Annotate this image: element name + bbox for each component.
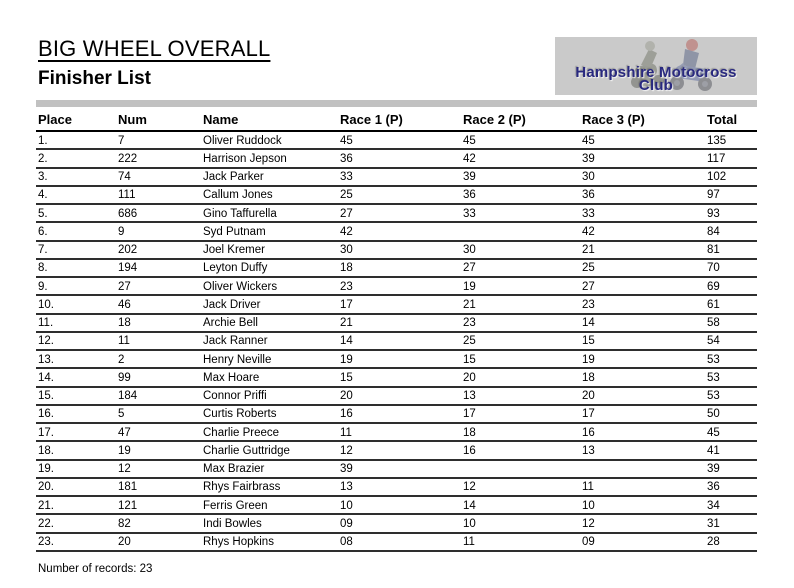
cell-total: 53: [705, 350, 757, 368]
cell-name: Rhys Fairbrass: [201, 478, 338, 496]
cell-num: 2: [116, 350, 201, 368]
cell-race3: 25: [580, 259, 705, 277]
cell-place: 23.: [36, 533, 116, 551]
cell-total: 84: [705, 222, 757, 240]
table-row: [36, 277, 757, 295]
cell-race2: 19: [461, 277, 580, 295]
table-row: [36, 423, 757, 441]
cell-num: 181: [116, 478, 201, 496]
column-header-race2: Race 2 (P): [461, 107, 580, 131]
cell-num: 184: [116, 387, 201, 405]
table-row: [36, 204, 757, 222]
cell-name: Charlie Guttridge: [201, 441, 338, 459]
cell-place: 4.: [36, 186, 116, 204]
table-row: [36, 460, 757, 478]
cell-race2: 21: [461, 295, 580, 313]
cell-num: 82: [116, 514, 201, 532]
cell-race3: 39: [580, 149, 705, 167]
cell-place: 13.: [36, 350, 116, 368]
cell-race1: 08: [338, 533, 461, 551]
cell-total: 54: [705, 332, 757, 350]
cell-total: 102: [705, 168, 757, 186]
cell-race2: 36: [461, 186, 580, 204]
cell-race1: 20: [338, 387, 461, 405]
cell-name: Henry Neville: [201, 350, 338, 368]
cell-race1: 33: [338, 168, 461, 186]
cell-num: 19: [116, 441, 201, 459]
cell-place: 7.: [36, 241, 116, 259]
cell-race2: 15: [461, 350, 580, 368]
cell-race2: 10: [461, 514, 580, 532]
cell-race1: 25: [338, 186, 461, 204]
cell-num: 9: [116, 222, 201, 240]
cell-place: 20.: [36, 478, 116, 496]
cell-race1: 27: [338, 204, 461, 222]
cell-name: Curtis Roberts: [201, 405, 338, 423]
cell-race2: 11: [461, 533, 580, 551]
cell-place: 16.: [36, 405, 116, 423]
table-row: [36, 241, 757, 259]
cell-total: 97: [705, 186, 757, 204]
table-body: [36, 131, 757, 551]
cell-race3: 23: [580, 295, 705, 313]
cell-total: 45: [705, 423, 757, 441]
cell-num: 5: [116, 405, 201, 423]
cell-num: 7: [116, 131, 201, 149]
cell-place: 9.: [36, 277, 116, 295]
cell-race2: 30: [461, 241, 580, 259]
cell-num: 47: [116, 423, 201, 441]
cell-race3: 33: [580, 204, 705, 222]
cell-race1: 18: [338, 259, 461, 277]
cell-race3: 16: [580, 423, 705, 441]
cell-total: 61: [705, 295, 757, 313]
cell-num: 222: [116, 149, 201, 167]
cell-race1: 39: [338, 460, 461, 478]
cell-race1: 36: [338, 149, 461, 167]
cell-place: 11.: [36, 314, 116, 332]
club-logo-line1: Hampshire Motocross: [575, 64, 737, 81]
cell-race3: 11: [580, 478, 705, 496]
cell-total: 69: [705, 277, 757, 295]
cell-name: Rhys Hopkins: [201, 533, 338, 551]
table-top-bar: [36, 100, 757, 107]
table-row: [36, 387, 757, 405]
cell-race2: 13: [461, 387, 580, 405]
cell-race3: 42: [580, 222, 705, 240]
cell-total: 117: [705, 149, 757, 167]
cell-total: 34: [705, 496, 757, 514]
cell-race1: 17: [338, 295, 461, 313]
cell-race3: 45: [580, 131, 705, 149]
cell-race2: 23: [461, 314, 580, 332]
cell-place: 10.: [36, 295, 116, 313]
cell-num: 202: [116, 241, 201, 259]
cell-num: 18: [116, 314, 201, 332]
cell-place: 6.: [36, 222, 116, 240]
cell-num: 12: [116, 460, 201, 478]
page-title: BIG WHEEL OVERALL: [38, 36, 271, 61]
cell-total: 28: [705, 533, 757, 551]
cell-num: 121: [116, 496, 201, 514]
column-header-num: Num: [116, 107, 201, 131]
cell-place: 3.: [36, 168, 116, 186]
cell-race2: 33: [461, 204, 580, 222]
cell-race2: 14: [461, 496, 580, 514]
cell-place: 18.: [36, 441, 116, 459]
cell-race3: 36: [580, 186, 705, 204]
cell-race2: [461, 222, 580, 240]
cell-name: Leyton Duffy: [201, 259, 338, 277]
cell-race3: 18: [580, 368, 705, 386]
cell-race2: 45: [461, 131, 580, 149]
cell-race3: 09: [580, 533, 705, 551]
cell-name: Oliver Ruddock: [201, 131, 338, 149]
cell-race2: 17: [461, 405, 580, 423]
cell-total: 53: [705, 368, 757, 386]
cell-total: 50: [705, 405, 757, 423]
club-logo-line2: Club: [638, 77, 674, 94]
cell-race2: 27: [461, 259, 580, 277]
cell-name: Charlie Preece: [201, 423, 338, 441]
cell-race2: 39: [461, 168, 580, 186]
cell-race2: [461, 460, 580, 478]
cell-num: 686: [116, 204, 201, 222]
table-row: [36, 368, 757, 386]
cell-num: 46: [116, 295, 201, 313]
cell-total: 70: [705, 259, 757, 277]
cell-total: 93: [705, 204, 757, 222]
table-row: [36, 314, 757, 332]
cell-place: 8.: [36, 259, 116, 277]
table-row: [36, 295, 757, 313]
table-header-row: [36, 107, 757, 131]
page-subtitle: Finisher List: [38, 68, 151, 89]
cell-total: 36: [705, 478, 757, 496]
cell-race1: 42: [338, 222, 461, 240]
cell-name: Harrison Jepson: [201, 149, 338, 167]
cell-race1: 14: [338, 332, 461, 350]
column-header-race3: Race 3 (P): [580, 107, 705, 131]
table-row: [36, 441, 757, 459]
table-row: [36, 186, 757, 204]
cell-total: 31: [705, 514, 757, 532]
cell-total: 58: [705, 314, 757, 332]
cell-place: 14.: [36, 368, 116, 386]
cell-total: 53: [705, 387, 757, 405]
table-row: [36, 533, 757, 551]
cell-place: 2.: [36, 149, 116, 167]
cell-race1: 23: [338, 277, 461, 295]
cell-race1: 30: [338, 241, 461, 259]
table-row: [36, 131, 757, 149]
cell-race2: 16: [461, 441, 580, 459]
cell-race1: 12: [338, 441, 461, 459]
cell-race2: 12: [461, 478, 580, 496]
cell-num: 194: [116, 259, 201, 277]
cell-name: Jack Ranner: [201, 332, 338, 350]
cell-place: 22.: [36, 514, 116, 532]
table-row: [36, 149, 757, 167]
cell-place: 5.: [36, 204, 116, 222]
cell-total: 41: [705, 441, 757, 459]
cell-race1: 15: [338, 368, 461, 386]
cell-race3: 30: [580, 168, 705, 186]
cell-num: 99: [116, 368, 201, 386]
table-row: [36, 514, 757, 532]
cell-num: 20: [116, 533, 201, 551]
cell-race3: 15: [580, 332, 705, 350]
cell-race3: 14: [580, 314, 705, 332]
cell-total: 81: [705, 241, 757, 259]
table-row: [36, 405, 757, 423]
cell-place: 19.: [36, 460, 116, 478]
cell-race3: 20: [580, 387, 705, 405]
cell-race3: 17: [580, 405, 705, 423]
table-row: [36, 478, 757, 496]
cell-race1: 45: [338, 131, 461, 149]
column-header-total: Total: [705, 107, 757, 131]
cell-name: Joel Kremer: [201, 241, 338, 259]
cell-place: 12.: [36, 332, 116, 350]
cell-race1: 16: [338, 405, 461, 423]
cell-name: Jack Parker: [201, 168, 338, 186]
cell-name: Indi Bowles: [201, 514, 338, 532]
cell-place: 15.: [36, 387, 116, 405]
cell-race3: 19: [580, 350, 705, 368]
cell-total: 135: [705, 131, 757, 149]
cell-race3: 27: [580, 277, 705, 295]
cell-race2: 20: [461, 368, 580, 386]
cell-total: 39: [705, 460, 757, 478]
table-row: [36, 222, 757, 240]
cell-num: 11: [116, 332, 201, 350]
cell-name: Syd Putnam: [201, 222, 338, 240]
table-row: [36, 332, 757, 350]
cell-name: Ferris Green: [201, 496, 338, 514]
cell-place: 1.: [36, 131, 116, 149]
cell-name: Archie Bell: [201, 314, 338, 332]
cell-num: 27: [116, 277, 201, 295]
cell-race2: 18: [461, 423, 580, 441]
club-logo-text: [555, 66, 757, 92]
cell-race1: 19: [338, 350, 461, 368]
cell-place: 17.: [36, 423, 116, 441]
cell-race2: 25: [461, 332, 580, 350]
table-row: [36, 496, 757, 514]
cell-race1: 11: [338, 423, 461, 441]
table-row: [36, 350, 757, 368]
cell-name: Max Brazier: [201, 460, 338, 478]
column-header-place: Place: [36, 107, 116, 131]
cell-name: Jack Driver: [201, 295, 338, 313]
finisher-table: [36, 107, 757, 552]
cell-place: 21.: [36, 496, 116, 514]
table-row: [36, 168, 757, 186]
cell-race1: 09: [338, 514, 461, 532]
cell-name: Gino Taffurella: [201, 204, 338, 222]
cell-name: Max Hoare: [201, 368, 338, 386]
cell-num: 74: [116, 168, 201, 186]
cell-name: Callum Jones: [201, 186, 338, 204]
table-row: [36, 259, 757, 277]
cell-race2: 42: [461, 149, 580, 167]
cell-race1: 21: [338, 314, 461, 332]
cell-race3: 12: [580, 514, 705, 532]
cell-race1: 10: [338, 496, 461, 514]
club-logo: [555, 37, 757, 95]
cell-race3: 21: [580, 241, 705, 259]
column-header-name: Name: [201, 107, 338, 131]
cell-race3: 13: [580, 441, 705, 459]
cell-name: Connor Priffi: [201, 387, 338, 405]
cell-name: Oliver Wickers: [201, 277, 338, 295]
cell-race1: 13: [338, 478, 461, 496]
cell-race3: 10: [580, 496, 705, 514]
cell-race3: [580, 460, 705, 478]
column-header-race1: Race 1 (P): [338, 107, 461, 131]
record-count: Number of records: 23: [38, 563, 153, 575]
cell-num: 111: [116, 186, 201, 204]
